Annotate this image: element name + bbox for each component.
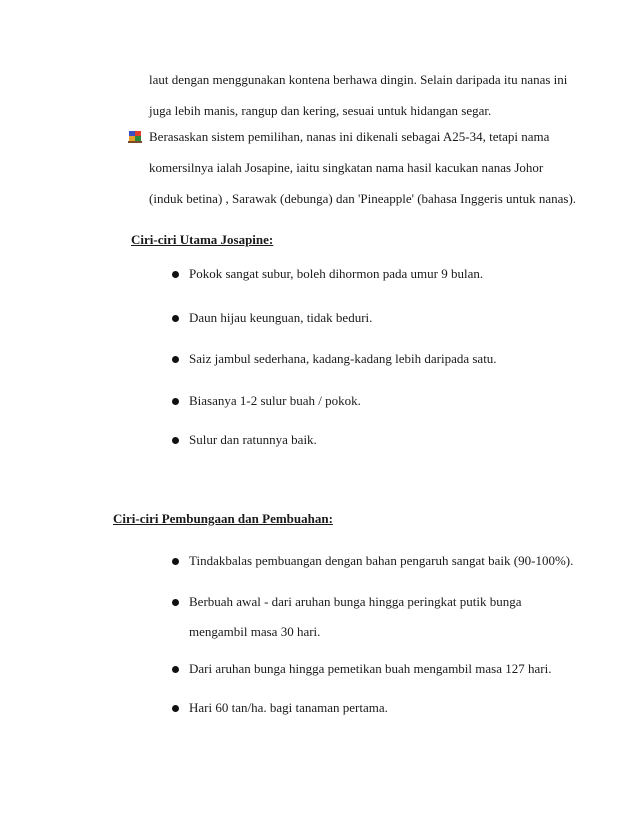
- section2-item-3: Dari aruhan bunga hingga pemetikan buah mengambil masa 127 hari.: [189, 661, 552, 676]
- intro-line-1: laut dengan menggunakan kontena berhawa dingin. Selain daripada itu nanas ini: [149, 72, 568, 87]
- bullet-dot-icon: [172, 666, 179, 673]
- bullet-dot-icon: [172, 558, 179, 565]
- bullet-dot-icon: [172, 599, 179, 606]
- bullet-dot-icon: [172, 356, 179, 363]
- flag-paragraph-line-3: (induk betina) , Sarawak (debunga) dan 'Pineapple' (bahasa Inggeris untuk nanas).: [149, 191, 577, 206]
- section1-item-5: Sulur dan ratunnya baik.: [189, 432, 317, 447]
- section1-item-1: Pokok sangat subur, boleh dihormon pada umur 9 bulan.: [189, 266, 484, 281]
- section2-item-2-line-1: Berbuah awal - dari aruhan bunga hingga peringkat putik bunga: [189, 594, 522, 609]
- section2-item-1: Tindakbalas pembuangan dengan bahan pengaruh sangat baik (90-100%).: [189, 553, 574, 568]
- flag-paragraph-line-1: Berasaskan sistem pemilihan, nanas ini dikenali sebagai A25-34, tetapi nama: [149, 129, 550, 144]
- bullet-dot-icon: [172, 315, 179, 322]
- section1-item-3: Saiz jambul sederhana, kadang-kadang lebih daripada satu.: [189, 351, 497, 366]
- bullet-dot-icon: [172, 271, 179, 278]
- bullet-dot-icon: [172, 437, 179, 444]
- bullet-dot-icon: [172, 398, 179, 405]
- section2-item-2-line-2: mengambil masa 30 hari.: [189, 624, 321, 639]
- section2-item-4: Hari 60 tan/ha. bagi tanaman pertama.: [189, 700, 388, 715]
- section1-item-2: Daun hijau keunguan, tidak beduri.: [189, 310, 373, 325]
- section1-heading: Ciri-ciri Utama Josapine:: [131, 232, 274, 247]
- section1-item-4: Biasanya 1-2 sulur buah / pokok.: [189, 393, 361, 408]
- intro-line-2: juga lebih manis, rangup dan kering, sesuai untuk hidangan segar.: [149, 103, 492, 118]
- flag-bullet-icon: [128, 130, 142, 143]
- bullet-dot-icon: [172, 705, 179, 712]
- flag-paragraph-line-2: komersilnya ialah Josapine, iaitu singkatan nama hasil kacukan nanas Johor: [149, 160, 544, 175]
- section2-heading: Ciri-ciri Pembungaan dan Pembuahan:: [113, 511, 333, 526]
